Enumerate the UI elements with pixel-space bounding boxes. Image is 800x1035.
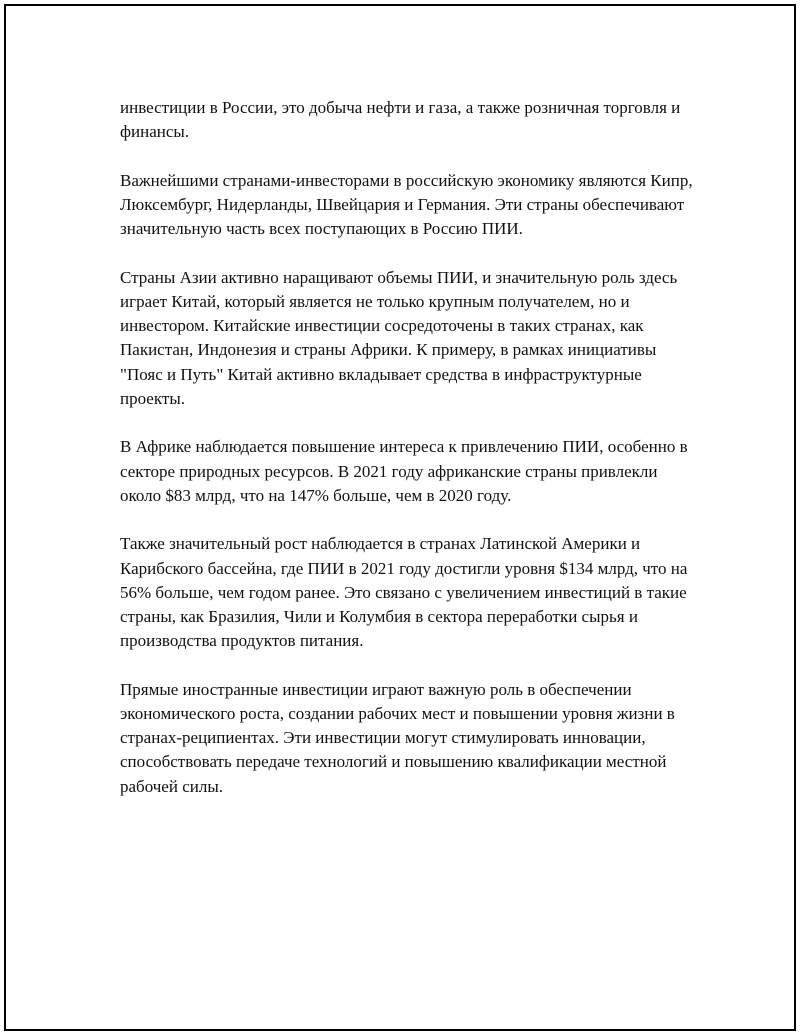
paragraph-conclusion: Прямые иностранные инвестиции играют важную роль в обеспечении экономического роста, создании рабочих мест и повышении уровня жизни в странах-реципиентах. Эти инвестиции могут стимулировать инновации, способствовать передаче технологий и повышению квалификации местной рабочей силы. — [120, 679, 675, 796]
paragraph-latin-america: Также значительный рост наблюдается в странах Латинской Америки и Карибского бассейна, где ПИИ в 2021 году достигли уровня $134 млрд, что на 56% больше, чем годом ранее. Это связано с увеличением инвестиций в такие страны, как Бразилия, Чили и Колумбия в сектора переработки сырья и производства продуктов питания. — [120, 534, 688, 651]
paragraph-continuation: инвестиции в России, это добыча нефти и газа, а также розничная торговля и финансы. — [120, 98, 681, 142]
page-frame — [4, 4, 796, 1031]
paragraph-investor-countries: Важнейшими странами-инвесторами в российскую экономику являются Кипр, Люксембург, Нидерланды, Швейцария и Германия. Эти страны обеспечивают значительную часть всех поступающих в Россию ПИИ. — [120, 170, 693, 239]
paragraph-africa: В Африке наблюдается повышение интереса к привлечению ПИИ, особенно в секторе природных ресурсов. В 2021 году африканские страны привлекли около $83 млрд, что на 147% больше, чем в 2020 году. — [120, 437, 688, 505]
document-body — [120, 96, 700, 823]
paragraph-asia: Страны Азии активно наращивают объемы ПИИ, и значительную роль здесь играет Китай, который является не только крупным получателем, но и инвестором. Китайские инвестиции сосредоточены в таких странах, как Пакистан, Индонезия и страны Африки. К примеру, в рамках инициативы "Пояс и Путь" Китай активно вкладывает средства в инфраструктурные проекты. — [120, 267, 678, 408]
